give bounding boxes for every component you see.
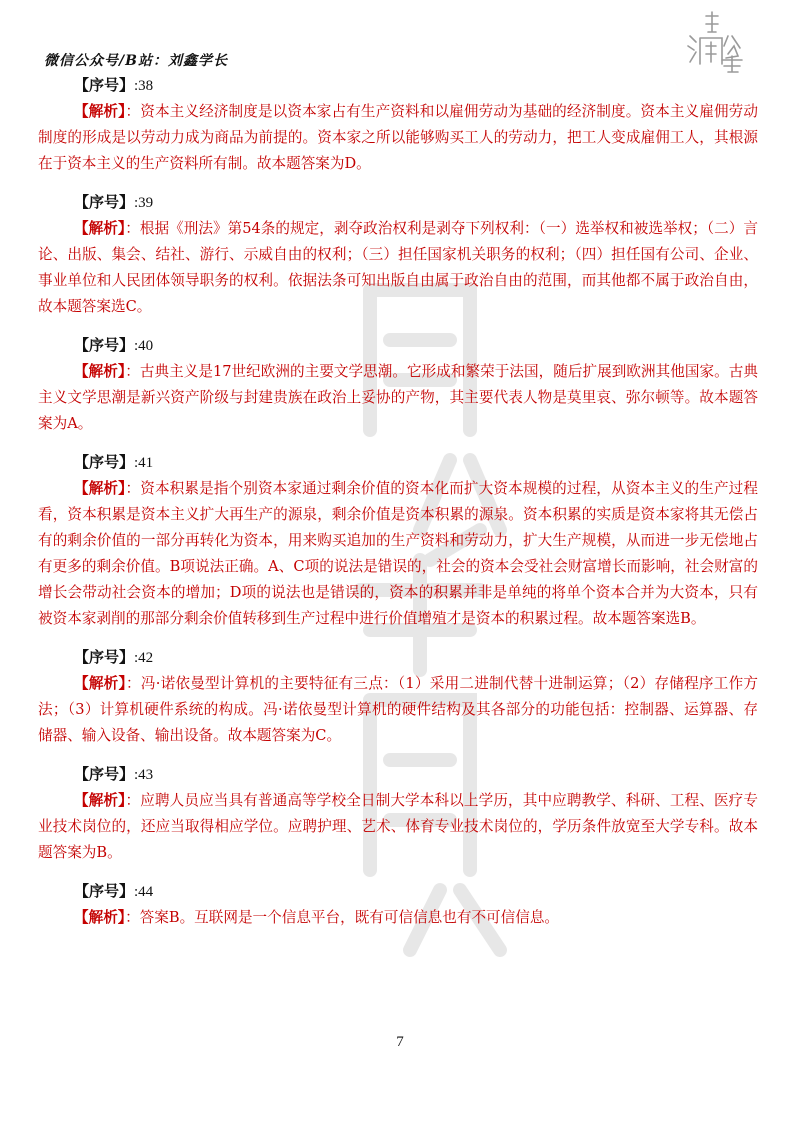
number-label: 【序号】 [74, 648, 135, 666]
number-label: 【序号】 [74, 336, 135, 354]
explanation [38, 671, 758, 749]
source-header: 微信公众号/B站：刘鑫学长 [44, 53, 228, 69]
explanation-text: ：古典主义是17世纪欧洲的主要文学思潮。它形成和繁荣于法国，随后扩展到欧洲其他国家。古典主义文学思潮是新兴资产阶级与封建贵族在政治上妥协的产物，其主要代表人物是莫里哀、弥尔顿等。故本题答案为A。 [38, 363, 758, 432]
number-value: :39 [134, 195, 154, 211]
explanation [38, 788, 758, 866]
answer-entry [38, 334, 758, 437]
answer-entry [38, 74, 758, 177]
answer-entry [38, 451, 758, 632]
explanation-label: 【解析】 [74, 675, 127, 692]
explanation-label: 【解析】 [74, 220, 126, 237]
answer-list [38, 74, 758, 945]
explanation-label: 【解析】 [74, 909, 126, 926]
number-label: 【序号】 [74, 882, 135, 900]
question-number [74, 451, 758, 474]
explanation [38, 216, 758, 320]
explanation-label: 【解析】 [74, 480, 126, 497]
question-number [74, 74, 758, 97]
number-label: 【序号】 [74, 193, 135, 211]
explanation-label: 【解析】 [74, 103, 126, 120]
number-label: 【序号】 [74, 765, 135, 783]
answer-entry [74, 880, 758, 931]
question-number [74, 763, 758, 786]
number-value: :43 [134, 767, 154, 783]
page-number: 7 [396, 1034, 404, 1050]
number-value: :42 [134, 650, 154, 666]
question-number [74, 646, 758, 669]
answer-entry [38, 646, 758, 749]
explanation-text: ：答案B。互联网是一个信息平台，既有可信信息也有不可信信息。 [125, 909, 560, 926]
explanation-text: ：应聘人员应当具有普通高等学校全日制大学本科以上学历，其中应聘教学、科研、工程、医疗专业技术岗位的，还应当取得相应学位。应聘护理、艺术、体育专业技术岗位的，学历条件放宽至大学专科。故本题答案为B。 [38, 792, 758, 861]
number-value: :41 [134, 455, 154, 471]
explanation-label: 【解析】 [74, 792, 126, 809]
explanation [38, 359, 758, 437]
question-number [74, 334, 758, 357]
explanation-text: ：资本主义经济制度是以资本家占有生产资料和以雇佣劳动为基础的经济制度。资本主义雇佣劳动制度的形成是以劳动力成为商品为前提的。资本家之所以能够购买工人的劳动力，把工人变成雇佣工人，其根源在于资本主义的生产资料所有制。故本题答案为D。 [38, 103, 758, 172]
explanation [38, 99, 758, 177]
explanation-text: ：资本积累是指个别资本家通过剩余价值的资本化而扩大资本规模的过程，从资本主义的生产过程看，资本积累是资本主义扩大再生产的源泉，剩余价值是资本积累的源泉。资本积累的实质是资本家将其无偿占有的剩余价值的一部分再转化为资本，用来购买追加的生产资料和劳动力，扩大生产规模，从而进一步无偿地占有更多的剩余价值。B项说法正确。A、C项的说法是错误的，社会的资本会受社会财富增长而影响，社会财富的增长会带动社会资本的增加；D项的说法也是错误的，资本的积累并非是单纯的将单个资本合并为大资本，只有被资本家剥削的那部分剩余价值转移到生产过程中进行价值增殖才是资本的积累过程。故本题答案选B。 [38, 480, 758, 627]
publisher-logo [682, 6, 754, 76]
explanation-label: 【解析】 [74, 363, 126, 380]
number-label: 【序号】 [74, 453, 135, 471]
number-value: :44 [134, 884, 154, 900]
explanation [38, 476, 758, 632]
number-label: 【序号】 [74, 76, 135, 94]
question-number [74, 880, 758, 903]
number-value: :40 [134, 338, 154, 354]
explanation-text: ：冯·诺依曼型计算机的主要特征有三点：（1）采用二进制代替十进制运算；（2）存储程序工作方法；（3）计算机硬件系统的构成。冯·诺依曼型计算机的硬件结构及其各部分的功能包括：控制器、运算器、存储器、输入设备、输出设备。故本题答案为C。 [38, 675, 758, 744]
answer-entry [38, 191, 758, 320]
answer-entry [38, 763, 758, 866]
number-value: :38 [134, 78, 154, 94]
question-number [74, 191, 758, 214]
explanation [38, 905, 758, 931]
explanation-text: ：根据《刑法》第54条的规定，剥夺政治权利是剥夺下列权利：（一）选举权和被选举权；（二）言论、出版、集会、结社、游行、示威自由的权利；（三）担任国家机关职务的权利；（四）担任国有公司、企业、事业单位和人民团体领导职务的权利。依据法条可知出版自由属于政治自由的范围，而其他都不属于政治自由，故本题答案选C。 [38, 220, 758, 315]
